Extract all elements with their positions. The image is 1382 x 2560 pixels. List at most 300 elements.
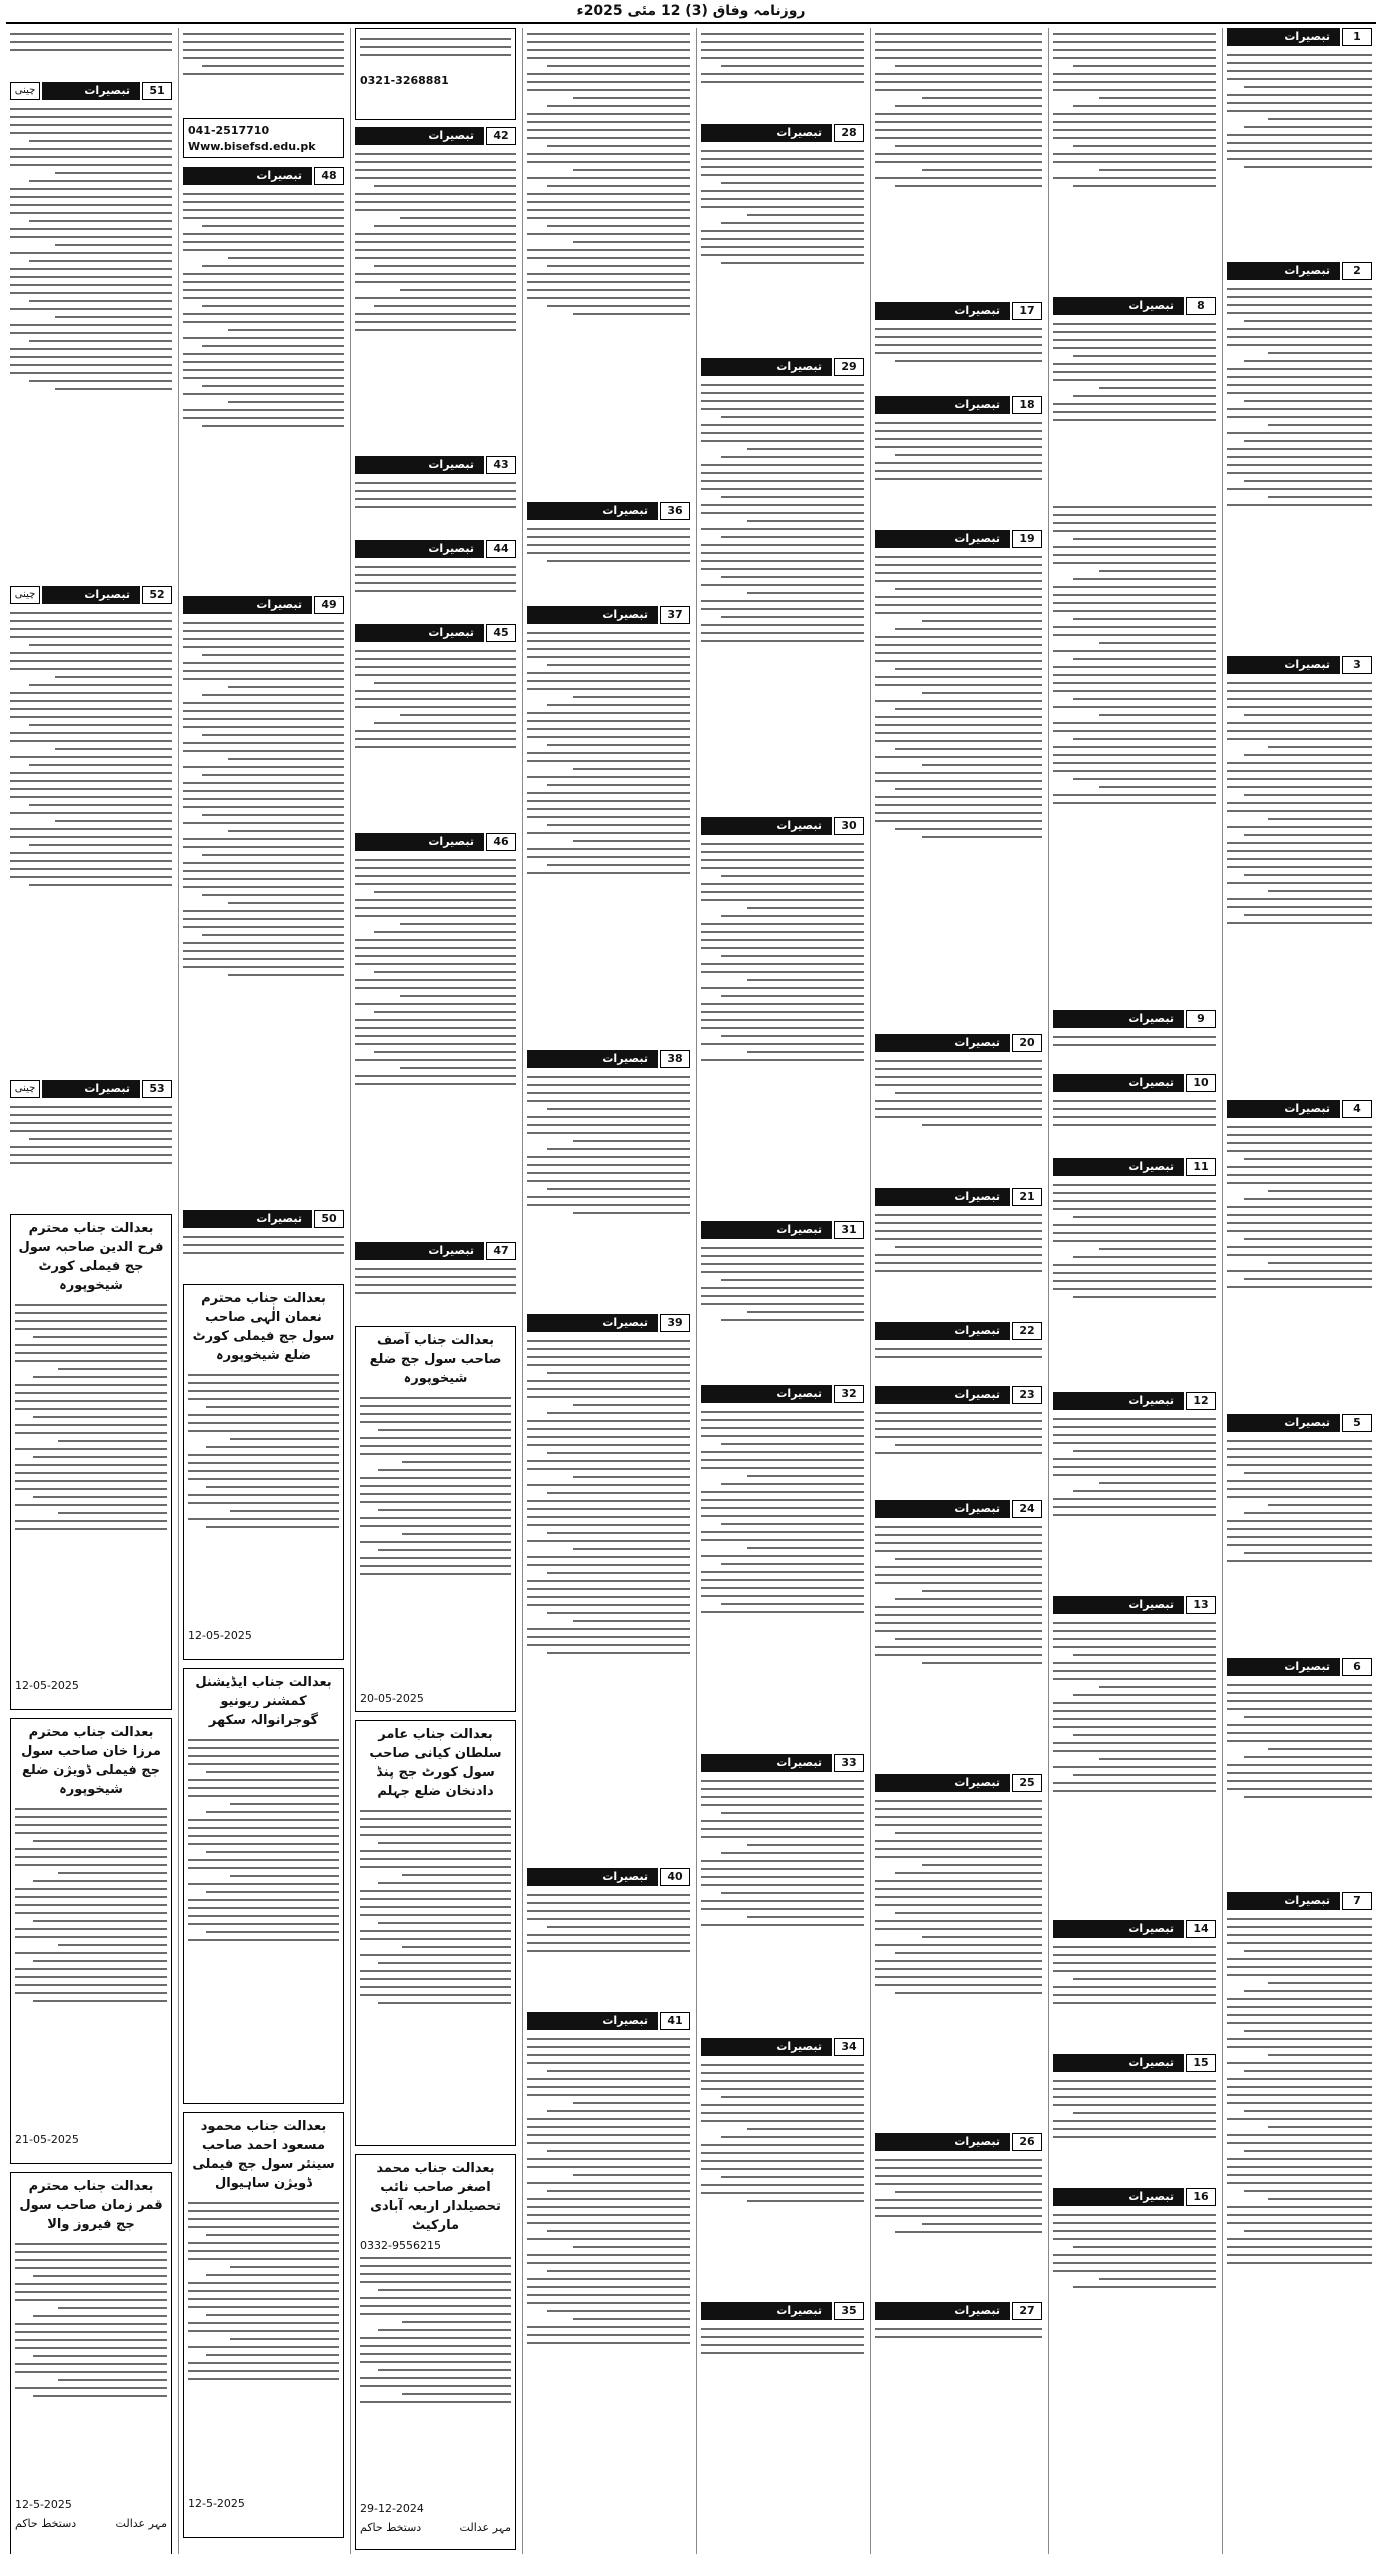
article-37 bbox=[527, 606, 690, 1046]
text-line bbox=[701, 1571, 864, 1573]
text-line bbox=[15, 2363, 167, 2365]
text-line bbox=[527, 776, 690, 778]
text-line bbox=[1227, 1464, 1372, 1466]
text-line bbox=[1227, 142, 1372, 144]
notice-title: بعدالت جناب محترم قمر زمان صاحب سول جج فیروز والا bbox=[19, 2179, 163, 2232]
text-line bbox=[1227, 2038, 1372, 2040]
text-line bbox=[527, 2222, 690, 2224]
text-line bbox=[360, 2297, 511, 2299]
section-label: تبصیرات bbox=[355, 456, 484, 474]
text-line bbox=[183, 918, 344, 920]
text-line bbox=[1244, 1756, 1372, 1758]
text-line bbox=[922, 692, 1042, 694]
text-line bbox=[527, 1644, 690, 1646]
text-line bbox=[701, 963, 864, 965]
text-line bbox=[360, 2401, 511, 2403]
text-line bbox=[547, 2070, 690, 2072]
text-line bbox=[1053, 1466, 1216, 1468]
text-line bbox=[355, 506, 516, 508]
text-line bbox=[1227, 134, 1372, 136]
text-line bbox=[527, 760, 690, 762]
article-number: 11 bbox=[1186, 1158, 1216, 1176]
text-line bbox=[547, 2150, 690, 2152]
text-line bbox=[875, 1116, 1042, 1118]
text-line bbox=[1227, 1214, 1372, 1216]
text-line bbox=[527, 800, 690, 802]
text-line bbox=[875, 430, 1042, 432]
text-line bbox=[1227, 730, 1372, 732]
article-number: 20 bbox=[1012, 1034, 1042, 1052]
text-line bbox=[922, 836, 1042, 838]
text-line bbox=[188, 1739, 339, 1741]
text-line bbox=[374, 722, 516, 724]
article-number: 43 bbox=[486, 456, 516, 474]
notice-2-box bbox=[10, 1214, 172, 1714]
text-line bbox=[701, 1836, 864, 1838]
text-line bbox=[701, 408, 864, 410]
text-line bbox=[1053, 634, 1216, 636]
text-line bbox=[721, 262, 864, 264]
text-line bbox=[573, 241, 690, 243]
text-line bbox=[1073, 698, 1216, 700]
text-line bbox=[402, 1533, 511, 1535]
text-line bbox=[355, 169, 516, 171]
text-line bbox=[1053, 81, 1216, 83]
text-line bbox=[1053, 770, 1216, 772]
text-line bbox=[1053, 1434, 1216, 1436]
text-line bbox=[15, 1488, 167, 1490]
text-line bbox=[895, 145, 1042, 147]
text-line bbox=[721, 1279, 864, 1281]
text-line bbox=[895, 1246, 1042, 1248]
text-line bbox=[1244, 400, 1372, 402]
text-line bbox=[183, 926, 344, 928]
text-line bbox=[701, 1531, 864, 1533]
text-line bbox=[10, 612, 172, 614]
text-line bbox=[701, 392, 864, 394]
article-number: 31 bbox=[834, 1221, 864, 1239]
text-line bbox=[701, 899, 864, 901]
text-line bbox=[188, 2362, 339, 2364]
text-line bbox=[701, 158, 864, 160]
article-number: 15 bbox=[1186, 2054, 1216, 2072]
text-line bbox=[402, 1874, 511, 1876]
text-line bbox=[701, 1427, 864, 1429]
text-line bbox=[1227, 1684, 1372, 1686]
text-line bbox=[1227, 102, 1372, 104]
text-line bbox=[895, 1952, 1042, 1954]
text-line bbox=[355, 1003, 516, 1005]
text-line bbox=[527, 2326, 690, 2328]
text-line bbox=[527, 1164, 690, 1166]
text-line bbox=[188, 2378, 339, 2380]
text-line bbox=[527, 193, 690, 195]
text-line bbox=[875, 2175, 1042, 2177]
article-2 bbox=[1227, 262, 1372, 652]
text-line bbox=[527, 1172, 690, 1174]
text-line bbox=[360, 1405, 511, 1407]
section-label: تبصیرات bbox=[355, 1242, 484, 1260]
text-line bbox=[875, 1976, 1042, 1978]
text-line bbox=[1227, 1942, 1372, 1944]
article-45 bbox=[355, 624, 516, 829]
text-line bbox=[527, 1116, 690, 1118]
text-line bbox=[875, 1452, 1042, 1454]
text-line bbox=[1227, 1926, 1372, 1928]
text-line bbox=[875, 2183, 1042, 2185]
text-line bbox=[701, 640, 864, 642]
article-number: 13 bbox=[1186, 1596, 1216, 1614]
text-line bbox=[374, 891, 516, 893]
text-line bbox=[360, 1573, 511, 1575]
text-line bbox=[33, 2355, 167, 2357]
text-line bbox=[183, 361, 344, 363]
text-line bbox=[701, 440, 864, 442]
text-line bbox=[188, 1747, 339, 1749]
article-42 bbox=[355, 127, 516, 452]
text-line bbox=[895, 668, 1042, 670]
text-line bbox=[895, 1992, 1042, 1994]
text-line bbox=[183, 870, 344, 872]
text-line bbox=[206, 1931, 339, 1933]
text-line bbox=[1227, 2086, 1372, 2088]
text-line bbox=[875, 572, 1042, 574]
text-line bbox=[1053, 89, 1216, 91]
text-line bbox=[701, 608, 864, 610]
section-label: تبصیرات bbox=[355, 540, 484, 558]
text-line bbox=[1227, 2022, 1372, 2024]
section-label: تبصیرات bbox=[527, 606, 658, 624]
text-line bbox=[1227, 336, 1372, 338]
text-line bbox=[360, 1557, 511, 1559]
text-line bbox=[378, 1429, 511, 1431]
notice-date: 20-05-2025 bbox=[360, 1692, 424, 1705]
text-line bbox=[374, 305, 516, 307]
text-line bbox=[374, 931, 516, 933]
text-line bbox=[183, 670, 344, 672]
text-line bbox=[701, 246, 864, 248]
article-number: 33 bbox=[834, 1754, 864, 1772]
text-line bbox=[15, 1392, 167, 1394]
text-line bbox=[15, 1424, 167, 1426]
text-line bbox=[1053, 1184, 1216, 1186]
text-line bbox=[10, 700, 172, 702]
text-line bbox=[875, 1904, 1042, 1906]
text-line bbox=[1053, 1288, 1216, 1290]
text-line bbox=[701, 851, 864, 853]
text-line bbox=[1244, 914, 1372, 916]
text-line bbox=[875, 1356, 1042, 1358]
text-line bbox=[355, 281, 516, 283]
text-line bbox=[701, 1411, 864, 1413]
text-line bbox=[701, 1884, 864, 1886]
article-3 bbox=[1227, 656, 1372, 1096]
text-line bbox=[875, 780, 1042, 782]
text-line bbox=[360, 38, 511, 40]
column-4 bbox=[696, 28, 868, 2554]
article-27 bbox=[875, 2302, 1042, 2362]
text-line bbox=[1053, 1766, 1216, 1768]
text-line bbox=[875, 1968, 1042, 1970]
text-line bbox=[1268, 1190, 1372, 1192]
text-line bbox=[188, 1755, 339, 1757]
text-line bbox=[721, 2136, 864, 2138]
text-line bbox=[527, 57, 690, 59]
text-line bbox=[527, 1596, 690, 1598]
text-line bbox=[355, 1075, 516, 1077]
text-line bbox=[875, 1412, 1042, 1414]
text-line bbox=[355, 1083, 516, 1085]
text-line bbox=[355, 746, 516, 748]
text-line bbox=[355, 987, 516, 989]
text-line bbox=[527, 201, 690, 203]
text-line bbox=[15, 2291, 167, 2293]
text-line bbox=[875, 478, 1042, 480]
text-line bbox=[1099, 169, 1216, 171]
article-number: 17 bbox=[1012, 302, 1042, 320]
text-line bbox=[895, 1638, 1042, 1640]
text-line bbox=[875, 1920, 1042, 1922]
text-line bbox=[1053, 802, 1216, 804]
text-line bbox=[875, 1254, 1042, 1256]
text-line bbox=[527, 1092, 690, 1094]
article-11 bbox=[1053, 1158, 1216, 1388]
text-line bbox=[1227, 288, 1372, 290]
text-line bbox=[875, 1654, 1042, 1656]
text-line bbox=[1227, 898, 1372, 900]
text-line bbox=[1268, 1748, 1372, 1750]
text-line bbox=[402, 2393, 511, 2395]
text-line bbox=[875, 336, 1042, 338]
text-line bbox=[875, 2159, 1042, 2161]
text-line bbox=[701, 384, 864, 386]
article-31 bbox=[701, 1221, 864, 1381]
section-label: تبصیرات bbox=[1053, 1010, 1184, 1028]
section-label: تبصیرات bbox=[875, 2133, 1010, 2151]
text-line bbox=[527, 1428, 690, 1430]
text-line bbox=[1053, 626, 1216, 628]
text-line bbox=[183, 321, 344, 323]
section-label: تبصیرات bbox=[875, 2302, 1010, 2320]
text-line bbox=[701, 1611, 864, 1613]
text-line bbox=[188, 1827, 339, 1829]
text-line bbox=[895, 588, 1042, 590]
text-line bbox=[10, 796, 172, 798]
text-line bbox=[1227, 1254, 1372, 1256]
text-line bbox=[1053, 121, 1216, 123]
text-line bbox=[355, 955, 516, 957]
text-line bbox=[15, 2267, 167, 2269]
text-line bbox=[188, 1454, 339, 1456]
text-line bbox=[15, 2251, 167, 2253]
text-line bbox=[875, 1824, 1042, 1826]
text-line bbox=[875, 596, 1042, 598]
text-line bbox=[1053, 1702, 1216, 1704]
text-line bbox=[1099, 786, 1216, 788]
text-line bbox=[1227, 2262, 1372, 2264]
text-line bbox=[527, 2046, 690, 2048]
text-line bbox=[875, 1542, 1042, 1544]
section-label: تبصیرات bbox=[1227, 656, 1340, 674]
section-label: تبصیرات bbox=[42, 82, 140, 100]
text-line bbox=[15, 1400, 167, 1402]
text-line bbox=[1244, 1198, 1372, 1200]
text-line bbox=[875, 49, 1042, 51]
text-line bbox=[701, 1507, 864, 1509]
text-line bbox=[355, 249, 516, 251]
text-line bbox=[701, 1419, 864, 1421]
text-line bbox=[360, 2281, 511, 2283]
text-line bbox=[701, 931, 864, 933]
text-line bbox=[1227, 1126, 1372, 1128]
text-line bbox=[1244, 754, 1372, 756]
text-line bbox=[701, 166, 864, 168]
article-number: 51 bbox=[142, 82, 172, 100]
text-line bbox=[1227, 698, 1372, 700]
text-line bbox=[188, 1414, 339, 1416]
text-line bbox=[15, 1816, 167, 1818]
text-line bbox=[355, 1292, 516, 1294]
text-line bbox=[1073, 355, 1216, 357]
text-line bbox=[15, 1984, 167, 1986]
text-line bbox=[15, 1976, 167, 1978]
text-line bbox=[573, 1476, 690, 1478]
text-line bbox=[527, 1564, 690, 1566]
article-number: 53 bbox=[142, 1080, 172, 1098]
text-line bbox=[527, 2086, 690, 2088]
text-line bbox=[58, 1944, 167, 1946]
signature-judge: دستخط حاکم bbox=[360, 2521, 422, 2534]
text-line bbox=[1053, 1742, 1216, 1744]
article-38 bbox=[527, 1050, 690, 1310]
text-line bbox=[747, 1475, 864, 1477]
text-line bbox=[183, 41, 344, 43]
section-label: تبصیرات bbox=[701, 817, 832, 835]
text-line bbox=[183, 950, 344, 952]
text-line bbox=[202, 305, 344, 307]
text-line bbox=[875, 564, 1042, 566]
text-line bbox=[1053, 1670, 1216, 1672]
text-line bbox=[355, 582, 516, 584]
text-line bbox=[188, 1867, 339, 1869]
text-line bbox=[1227, 1286, 1372, 1288]
text-line bbox=[10, 1162, 172, 1164]
text-line bbox=[875, 1984, 1042, 1986]
text-line bbox=[1227, 328, 1372, 330]
article-25 bbox=[875, 1774, 1042, 2129]
text-line bbox=[527, 2254, 690, 2256]
text-line bbox=[202, 814, 344, 816]
text-line bbox=[1053, 403, 1216, 405]
text-line bbox=[527, 177, 690, 179]
text-line bbox=[747, 592, 864, 594]
text-line bbox=[206, 1771, 339, 1773]
text-line bbox=[747, 214, 864, 216]
text-line bbox=[10, 41, 172, 43]
text-line bbox=[895, 105, 1042, 107]
text-line bbox=[1073, 1450, 1216, 1452]
text-line bbox=[701, 49, 864, 51]
text-line bbox=[355, 161, 516, 163]
text-line bbox=[895, 628, 1042, 630]
text-line bbox=[701, 1263, 864, 1265]
text-line bbox=[875, 1848, 1042, 1850]
text-line bbox=[10, 772, 172, 774]
text-line bbox=[527, 1436, 690, 1438]
text-line bbox=[188, 1883, 339, 1885]
text-line bbox=[188, 2242, 339, 2244]
text-line bbox=[1053, 722, 1216, 724]
text-line bbox=[183, 281, 344, 283]
text-line bbox=[10, 836, 172, 838]
text-line bbox=[527, 2294, 690, 2296]
section-label: تبصیرات bbox=[1227, 1658, 1340, 1676]
text-line bbox=[573, 696, 690, 698]
text-line bbox=[188, 1939, 339, 1941]
text-line bbox=[701, 1828, 864, 1830]
text-line bbox=[360, 1834, 511, 1836]
text-line bbox=[1227, 472, 1372, 474]
article-number: 48 bbox=[314, 167, 344, 185]
text-line bbox=[721, 576, 864, 578]
section-label: تبصیرات bbox=[875, 1386, 1010, 1404]
text-line bbox=[29, 884, 172, 886]
text-line bbox=[547, 1492, 690, 1494]
text-line bbox=[183, 193, 344, 195]
text-line bbox=[29, 764, 172, 766]
text-line bbox=[1227, 682, 1372, 684]
text-line bbox=[360, 2313, 511, 2315]
text-line bbox=[701, 1255, 864, 1257]
column-1 bbox=[1222, 28, 1376, 2554]
section-label: تبصیرات bbox=[527, 1314, 658, 1332]
text-line bbox=[527, 1380, 690, 1382]
text-line bbox=[1053, 602, 1216, 604]
text-line bbox=[875, 2215, 1042, 2217]
notice-title: بعدالت جناب محمد اصغر صاحب نائب تحصیلدار اربعہ آبادی مارکیٹ bbox=[370, 2161, 501, 2233]
text-line bbox=[1227, 810, 1372, 812]
text-line bbox=[1053, 1638, 1216, 1640]
text-line bbox=[1227, 384, 1372, 386]
text-line bbox=[547, 225, 690, 227]
text-line bbox=[1053, 586, 1216, 588]
article-40 bbox=[527, 1868, 690, 2008]
article-20 bbox=[875, 1034, 1042, 1184]
article-27b bbox=[701, 28, 864, 120]
article-number: 14 bbox=[1186, 1920, 1216, 1938]
text-line bbox=[1268, 118, 1372, 120]
text-line bbox=[922, 97, 1042, 99]
text-line bbox=[230, 1803, 339, 1805]
text-line bbox=[1227, 802, 1372, 804]
text-line bbox=[1053, 331, 1216, 333]
section-label: تبصیرات bbox=[355, 833, 484, 851]
text-line bbox=[29, 684, 172, 686]
text-line bbox=[701, 2192, 864, 2194]
text-line bbox=[547, 784, 690, 786]
article-12 bbox=[1053, 1392, 1216, 1592]
text-line bbox=[747, 1547, 864, 1549]
text-line bbox=[701, 2144, 864, 2146]
text-line bbox=[875, 1622, 1042, 1624]
article-1 bbox=[1227, 28, 1372, 258]
text-line bbox=[1227, 464, 1372, 466]
text-line bbox=[378, 2289, 511, 2291]
section-label: تبصیرات bbox=[1227, 1100, 1340, 1118]
text-line bbox=[360, 1525, 511, 1527]
text-line bbox=[527, 1100, 690, 1102]
text-line bbox=[202, 265, 344, 267]
